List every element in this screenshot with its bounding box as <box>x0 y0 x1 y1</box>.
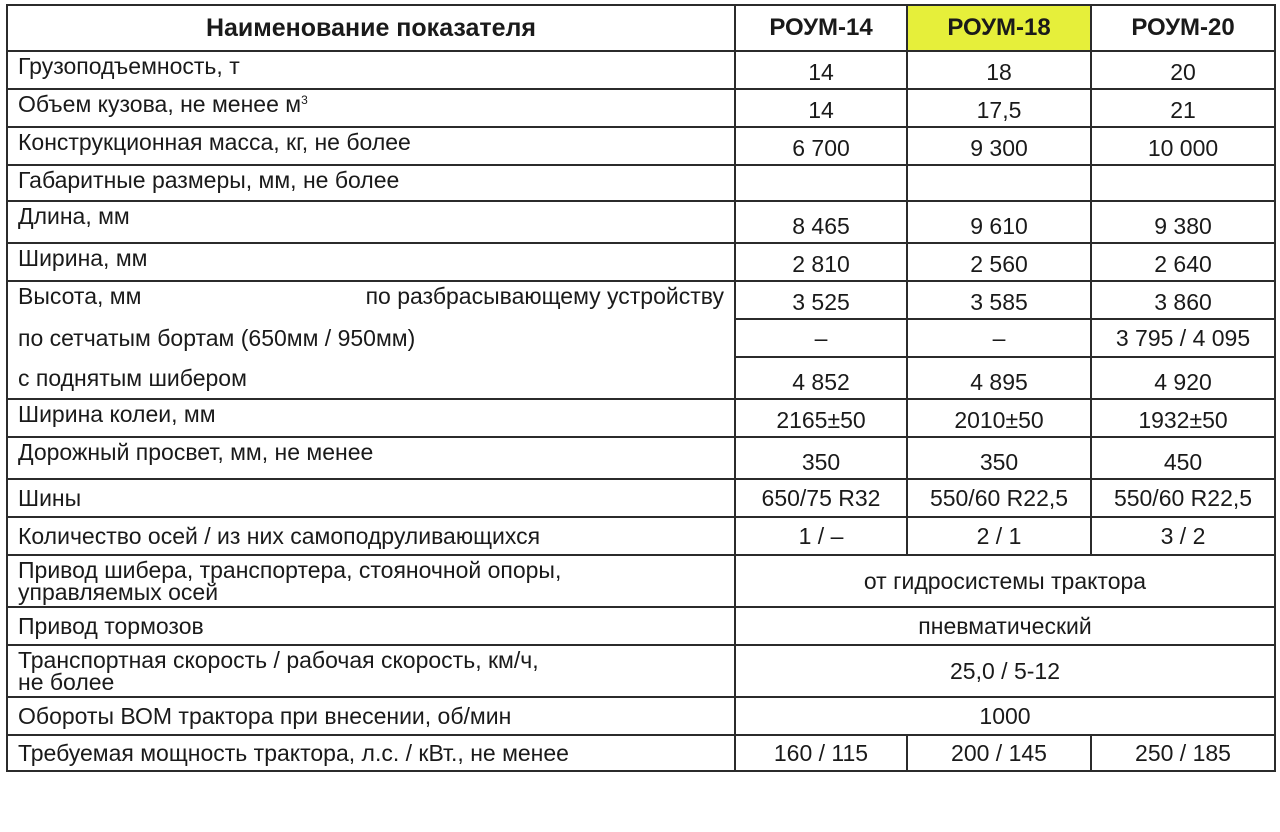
cell-value: 200 / 145 <box>907 735 1091 771</box>
table-row-speed <box>7 645 1275 697</box>
table-row-tires <box>7 479 1275 517</box>
table-row-pto <box>7 697 1275 735</box>
cell-value: 14 <box>735 51 907 89</box>
cell-value: 350 <box>735 437 907 479</box>
cell-value: – <box>907 319 1091 357</box>
cell-value: 2010±50 <box>907 399 1091 437</box>
height-sub-label-2: по сетчатым бортам (650мм / 950мм) <box>7 319 735 357</box>
cell-value: 1932±50 <box>1091 399 1275 437</box>
table-row-clearance <box>7 437 1275 479</box>
table-row-axles <box>7 517 1275 555</box>
row-label-line1: Транспортная скорость / рабочая скорость, км/ч, <box>18 647 539 673</box>
cell-value: 17,5 <box>907 89 1091 127</box>
table-row-mass <box>7 127 1275 165</box>
cell-value: 2 810 <box>735 243 907 281</box>
spec-table-container <box>6 4 1274 772</box>
row-label: Грузоподъемность, т <box>7 51 735 89</box>
header-model-20: РОУМ-20 <box>1091 5 1275 51</box>
table-row-height-3 <box>7 357 1275 399</box>
height-sub-label-3: с поднятым шибером <box>7 357 735 399</box>
cell-value: 4 895 <box>907 357 1091 399</box>
row-label: Количество осей / из них самоподруливающихся <box>7 517 735 555</box>
cell-value: 18 <box>907 51 1091 89</box>
cell-value: 9 610 <box>907 201 1091 243</box>
cell-value-merged: пневматический <box>735 607 1275 645</box>
cell-value: 550/60 R22,5 <box>1091 479 1275 517</box>
row-label <box>7 555 735 607</box>
header-model-18-highlighted: РОУМ-18 <box>907 5 1091 51</box>
header-name: Наименование показателя <box>7 5 735 51</box>
row-label: Привод тормозов <box>7 607 735 645</box>
cell-value: 2 640 <box>1091 243 1275 281</box>
cell-value-merged: 1000 <box>735 697 1275 735</box>
cell-value: 4 852 <box>735 357 907 399</box>
cell-value: – <box>735 319 907 357</box>
unit-superscript: 3 <box>301 93 308 107</box>
cell-value: 14 <box>735 89 907 127</box>
cell-value: 21 <box>1091 89 1275 127</box>
cell-value: 1 / – <box>735 517 907 555</box>
table-row-height-2 <box>7 319 1275 357</box>
cell-value: 650/75 R32 <box>735 479 907 517</box>
header-row <box>7 5 1275 51</box>
cell-value: 4 920 <box>1091 357 1275 399</box>
cell-value: 2 560 <box>907 243 1091 281</box>
cell-value: 3 860 <box>1091 281 1275 319</box>
row-label-line1: Привод шибера, транспортера, стояночной опоры, <box>18 557 562 583</box>
row-label <box>7 645 735 697</box>
row-label-height <box>7 281 735 319</box>
cell-value: 8 465 <box>735 201 907 243</box>
table-row-dimensions <box>7 165 1275 201</box>
cell-value: 350 <box>907 437 1091 479</box>
table-row-height-1 <box>7 281 1275 319</box>
height-label: Высота, мм <box>18 283 142 309</box>
cell-value: 550/60 R22,5 <box>907 479 1091 517</box>
spec-table <box>6 4 1276 772</box>
table-row-drive <box>7 555 1275 607</box>
cell-empty <box>1091 165 1275 201</box>
height-sub-label-1: по разбрасывающему устройству <box>365 283 724 309</box>
cell-value: 20 <box>1091 51 1275 89</box>
table-row-track <box>7 399 1275 437</box>
cell-value: 6 700 <box>735 127 907 165</box>
row-label: Обороты ВОМ трактора при внесении, об/мин <box>7 697 735 735</box>
cell-value: 3 585 <box>907 281 1091 319</box>
row-label-line2: не более <box>18 669 115 695</box>
cell-empty <box>907 165 1091 201</box>
cell-value: 9 300 <box>907 127 1091 165</box>
cell-value: 2165±50 <box>735 399 907 437</box>
table-row-length <box>7 201 1275 243</box>
table-row-capacity <box>7 51 1275 89</box>
row-label-text: Объем кузова, не менее м <box>18 91 302 117</box>
cell-value: 160 / 115 <box>735 735 907 771</box>
row-label: Шины <box>7 479 735 517</box>
row-label: Требуемая мощность трактора, л.с. / кВт., не менее <box>7 735 735 771</box>
cell-value: 3 795 / 4 095 <box>1091 319 1275 357</box>
cell-empty <box>735 165 907 201</box>
row-label: Ширина, мм <box>7 243 735 281</box>
cell-value-merged: от гидросистемы трактора <box>735 555 1275 607</box>
cell-value: 450 <box>1091 437 1275 479</box>
table-row-volume <box>7 89 1275 127</box>
table-row-width <box>7 243 1275 281</box>
cell-value: 9 380 <box>1091 201 1275 243</box>
row-label: Дорожный просвет, мм, не менее <box>7 437 735 479</box>
table-row-brakes <box>7 607 1275 645</box>
header-model-14: РОУМ-14 <box>735 5 907 51</box>
cell-value: 3 / 2 <box>1091 517 1275 555</box>
table-row-power <box>7 735 1275 771</box>
row-label: Конструкционная масса, кг, не более <box>7 127 735 165</box>
row-label-line2: управляемых осей <box>18 579 219 605</box>
row-label: Ширина колеи, мм <box>7 399 735 437</box>
cell-value: 10 000 <box>1091 127 1275 165</box>
cell-value-merged: 25,0 / 5-12 <box>735 645 1275 697</box>
row-label <box>7 89 735 127</box>
cell-value: 250 / 185 <box>1091 735 1275 771</box>
row-label: Длина, мм <box>7 201 735 243</box>
row-label: Габаритные размеры, мм, не более <box>7 165 735 201</box>
cell-value: 3 525 <box>735 281 907 319</box>
cell-value: 2 / 1 <box>907 517 1091 555</box>
